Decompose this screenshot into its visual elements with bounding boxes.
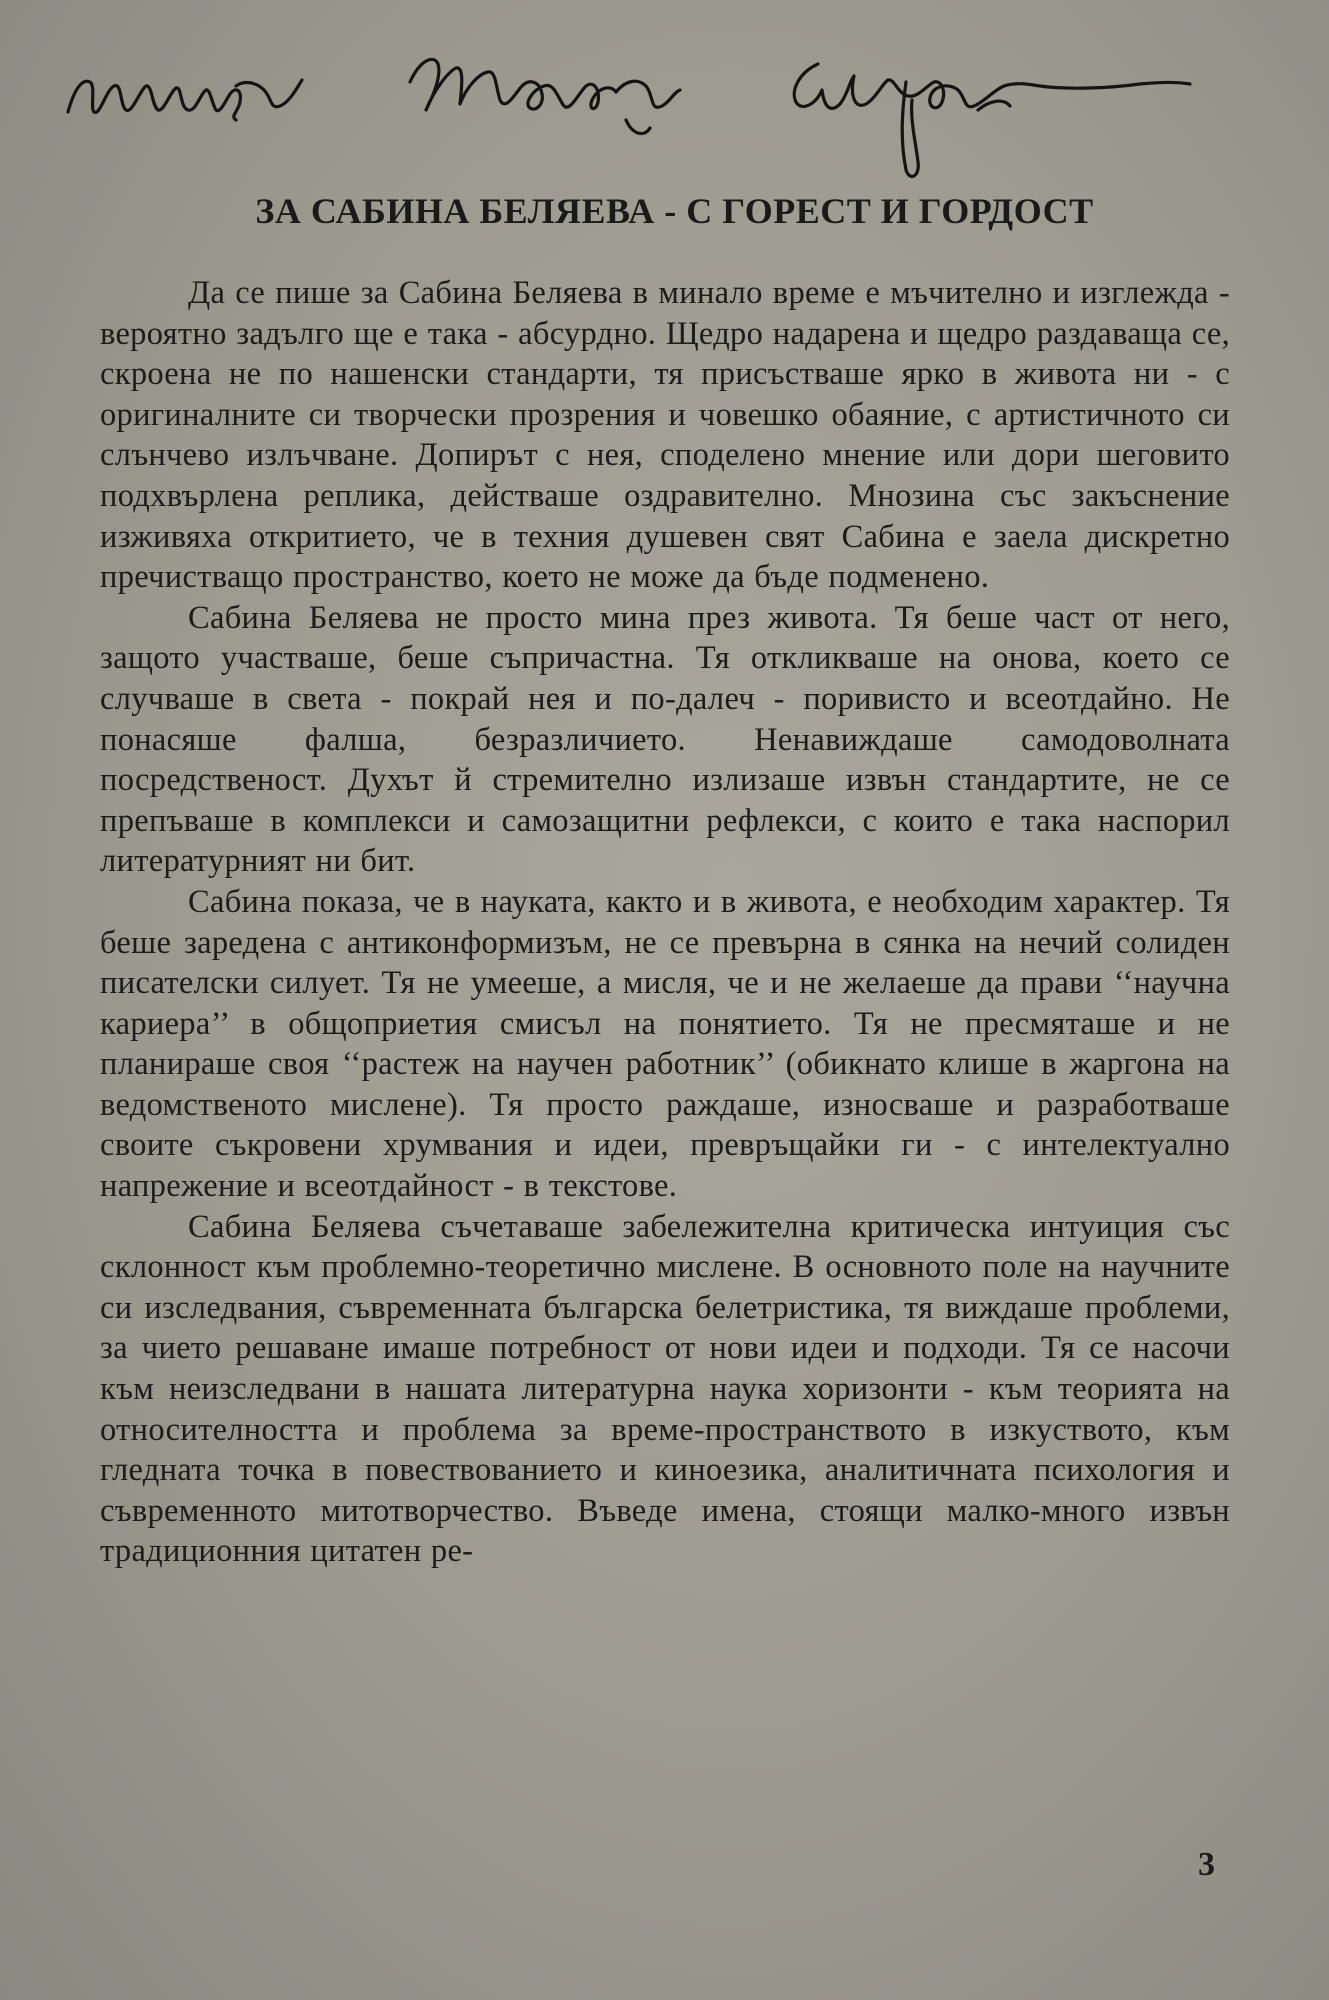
paragraph-1: Да се пише за Сабина Беляева в минало време е мъчително и изглежда - вероятно задълго ще е така - абсурдно. Щедро надарена и щедро раздаваща се, скроена не по нашенски стандарти, тя присъстваше ярко в живота ни - с оригиналните си творчески прозрения и човешко обаяние, с артистичното си слънчево излъчване. Допирът с нея, споделено мнение или дори шеговито подхвърлена реплика, действаше оздравително. Мнозина със закъснение изживяха откритието, че в техния душевен свят Сабина е заела дискретно пречистващо пространство, което не може да бъде подменено. <box>100 275 1230 596</box>
paragraph-4: Сабина Беляева съчетаваше забележителна критическа интуиция със склонност към проблемно-теоретично мислене. В основното поле на научните си изследвания, съвременната българска белетристика, тя виждаше проблеми, за чието решаване имаше потребност от нови идеи и подходи. Тя се насочи към неизследвани в нашата литературна наука хоризонти - към теорията на относителността и проблема за време-пространството в изкуството, към гледната точка в повествованието и киноезика, аналитичната психология и съвременното митотворчество. Въведе имена, стоящи малко-много извън традиционния цитатен ре- <box>100 1208 1230 1570</box>
page-number: 3 <box>1198 1846 1215 1883</box>
handwritten-dedication <box>60 20 1260 190</box>
article-title: ЗА САБИНА БЕЛЯЕВА - С ГОРЕСТ И ГОРДОСТ <box>255 191 1094 231</box>
paragraph-2: Сабина Беляева не просто мина през живота. Тя беше част от него, защото участваше, беше съпричастна. Тя откликваше на онова, което се случваше в света - покрай нея и по-далеч - поривисто и всеотдайно. Не понасяше фалша, безразличието. Ненавиждаше самодоволната посредственост. Духът й стремително излизаше извън стандартите, не се препъваше в комплекси и самозащитни рефлекси, с които е така наспорил литературният ни бит. <box>100 599 1230 880</box>
paragraph-3: Сабина показа, че в науката, както и в живота, е необходим характер. Тя беше заредена с антиконформизъм, не се превърна в сянка на нечий солиден писателски силует. Тя не умееше, а мисля, че и не желаеше да прави ‘‘научна кариера’’ в общоприетия смисъл на понятието. Тя не пресмяташе и не планираше своя ‘‘растеж на научен работник’’ (обикнато клише в жаргона на ведомственото мислене). Тя просто раждаше, износваше и разработваше своите съкровени хрумвания и идеи, превръщайки ги - с интелектуално напрежение и всеотдайност - в текстове. <box>100 883 1230 1205</box>
article-body <box>100 273 1230 1572</box>
handwriting-drawing <box>60 20 1260 190</box>
